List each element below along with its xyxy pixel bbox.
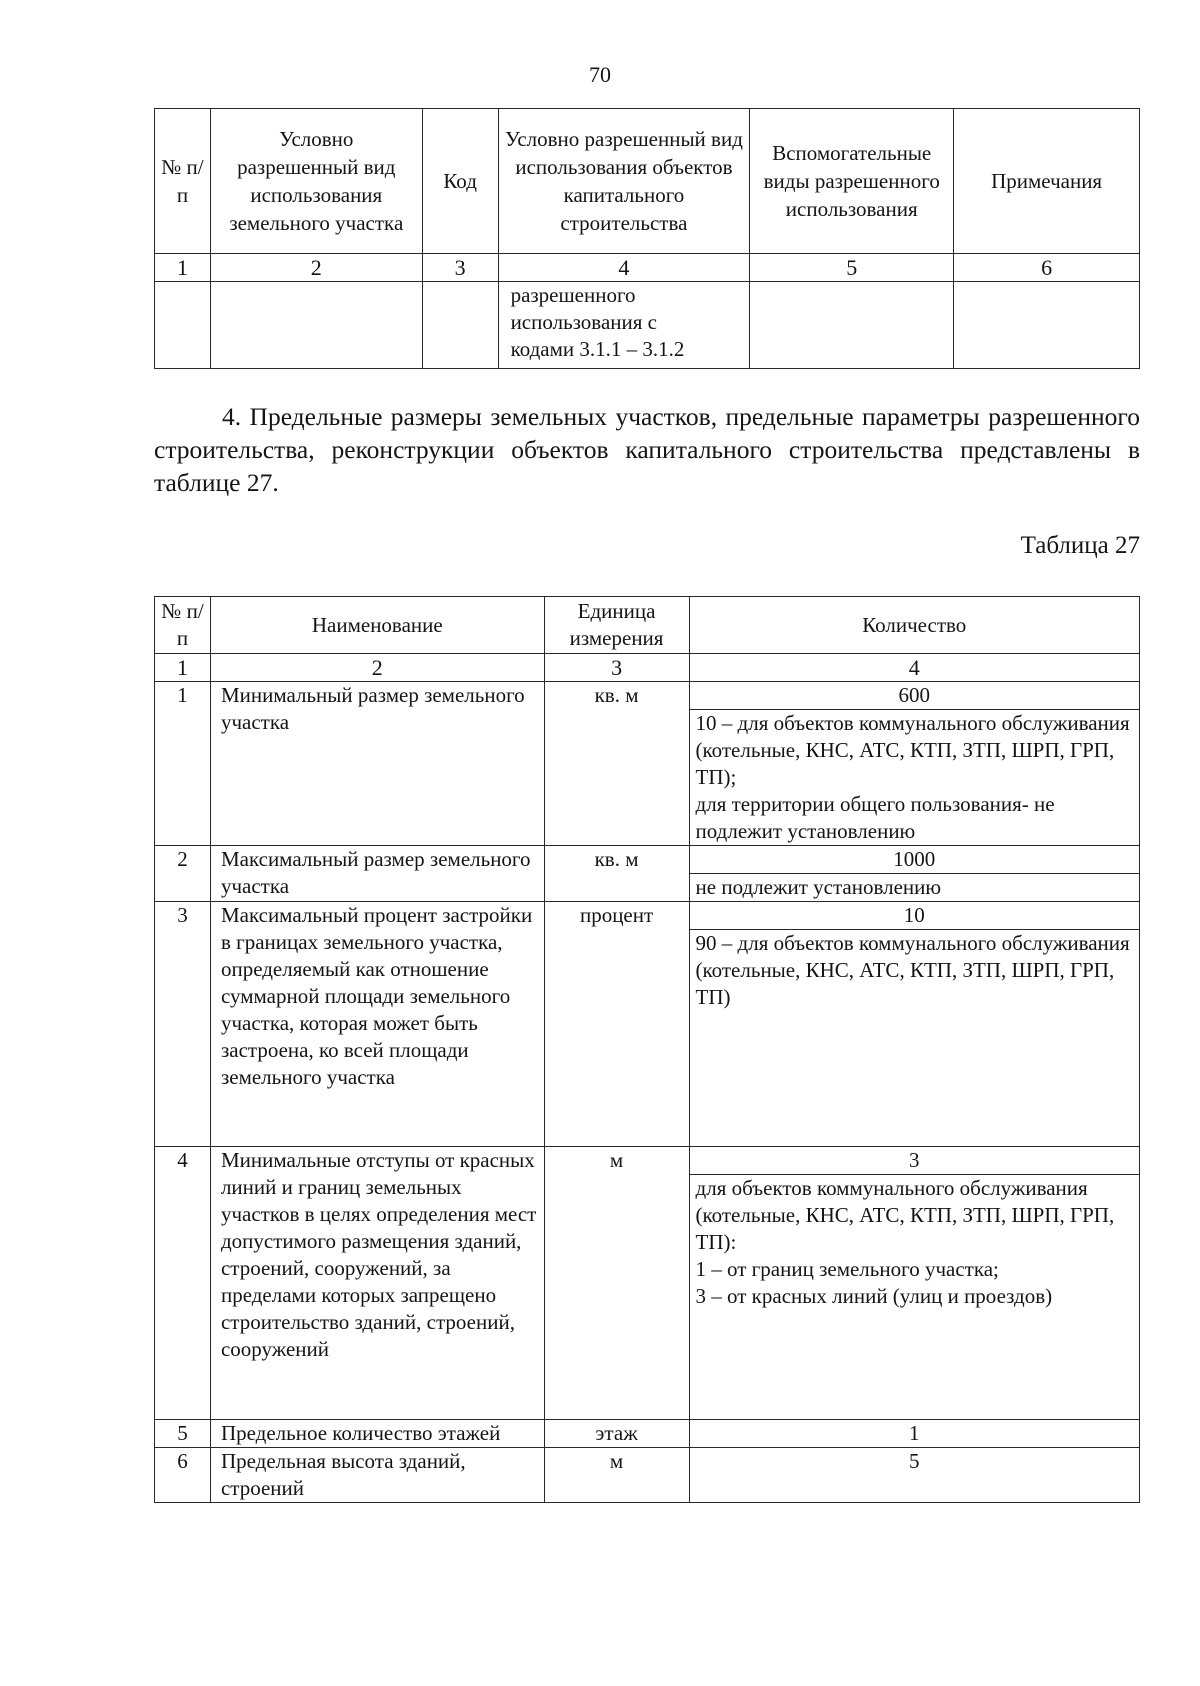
- quantity-value: 5: [689, 1448, 1139, 1503]
- column-number: 4: [689, 654, 1139, 682]
- cell: [954, 282, 1140, 369]
- header-cell: № п/п: [155, 597, 211, 654]
- column-number: 3: [422, 254, 498, 282]
- parameter-name: Максимальный процент застройки в границах земельного участка, определяемый как отношение суммарной площади земельного участка, которая может быть застроена, ко всей площади земельного участка: [210, 902, 544, 1147]
- header-cell: Наименование: [210, 597, 544, 654]
- cell: [155, 282, 211, 369]
- column-number: 6: [954, 254, 1140, 282]
- row-number: 1: [155, 682, 211, 846]
- parameters-table: [154, 596, 1140, 1503]
- column-number: 5: [750, 254, 954, 282]
- note-line: 3 – от красных линий (улиц и проездов): [695, 1284, 1053, 1308]
- parameter-name: Минимальные отступы от красных линий и границ земельных участков в целях определения мест допустимого размещения зданий, строений, сооружений, за пределами которых запрещено строительство зданий, строений, сооружений: [210, 1147, 544, 1420]
- column-number: 1: [155, 654, 211, 682]
- paragraph-text: 4. Предельные размеры земельных участков, предельные параметры разрешенного строительства, реконструкции объектов капитального строительства представлены в таблице 27.: [154, 402, 1140, 497]
- parameter-name: Максимальный размер земельного участка: [210, 846, 544, 902]
- header-cell: Примечания: [954, 109, 1140, 254]
- table-header-row: [155, 597, 1140, 654]
- column-number: 3: [544, 654, 689, 682]
- cell: [210, 282, 422, 369]
- quantity-value: 3: [689, 1147, 1139, 1175]
- cell: [422, 282, 498, 369]
- table-row: [155, 1448, 1140, 1503]
- quantity-note: не подлежит установлению: [689, 874, 1139, 902]
- note-line: для территории общего пользования- не подлежит установлению: [695, 792, 1055, 843]
- row-number: 4: [155, 1147, 211, 1420]
- quantity-value: 1000: [689, 846, 1139, 874]
- unit: кв. м: [544, 846, 689, 902]
- header-cell: Вспомогательные виды разрешенного использования: [750, 109, 954, 254]
- unit: м: [544, 1147, 689, 1420]
- unit: этаж: [544, 1420, 689, 1448]
- table-row: [155, 682, 1140, 710]
- body-paragraph: [154, 400, 1140, 499]
- table-row: [155, 902, 1140, 930]
- table-caption: Таблица 27: [1020, 532, 1140, 559]
- page-number: 70: [589, 62, 611, 87]
- table-row: [155, 846, 1140, 874]
- unit: м: [544, 1448, 689, 1503]
- column-number: 2: [210, 654, 544, 682]
- note-line: 1 – от границ земельного участка;: [695, 1257, 999, 1281]
- row-number: 3: [155, 902, 211, 1147]
- table-row: [155, 1147, 1140, 1175]
- table-row: [155, 282, 1140, 369]
- header-cell: Код: [422, 109, 498, 254]
- header-cell: Условно разрешенный вид использования земельного участка: [210, 109, 422, 254]
- quantity-note: [689, 710, 1139, 846]
- column-number-row: [155, 254, 1140, 282]
- cell: [750, 282, 954, 369]
- unit: кв. м: [544, 682, 689, 846]
- column-number: 4: [498, 254, 750, 282]
- header-cell: Единица измерения: [544, 597, 689, 654]
- row-number: 5: [155, 1420, 211, 1448]
- unit: процент: [544, 902, 689, 1147]
- quantity-value: 600: [689, 682, 1139, 710]
- header-cell: Условно разрешенный вид использования объектов капитального строительства: [498, 109, 750, 254]
- row-number: 2: [155, 846, 211, 902]
- note-line: для объектов коммунального обслуживания (котельные, КНС, АТС, КТП, ЗТП, ШРП, ГРП, ТП):: [695, 1176, 1115, 1254]
- quantity-value: 10: [689, 902, 1139, 930]
- header-cell: № п/п: [155, 109, 211, 254]
- parameter-name: Предельная высота зданий, строений: [210, 1448, 544, 1503]
- row-number: 6: [155, 1448, 211, 1503]
- table-row: [155, 1420, 1140, 1448]
- cell-permitted-use-codes: разрешенного использования с кодами 3.1.1 – 3.1.2: [498, 282, 750, 369]
- table-header-row: [155, 109, 1140, 254]
- column-number-row: [155, 654, 1140, 682]
- header-cell: Количество: [689, 597, 1139, 654]
- parameter-name: Предельное количество этажей: [210, 1420, 544, 1448]
- quantity-note: [689, 1175, 1139, 1420]
- continuation-table: [154, 108, 1140, 369]
- quantity-note: 90 – для объектов коммунального обслуживания (котельные, КНС, АТС, КТП, ЗТП, ШРП, ГРП, ТП): [689, 930, 1139, 1147]
- quantity-value: 1: [689, 1420, 1139, 1448]
- note-line: 10 – для объектов коммунального обслуживания (котельные, КНС, АТС, КТП, ЗТП, ШРП, ГРП, ТП);: [695, 711, 1130, 789]
- column-number: 1: [155, 254, 211, 282]
- column-number: 2: [210, 254, 422, 282]
- parameter-name: Минимальный размер земельного участка: [210, 682, 544, 846]
